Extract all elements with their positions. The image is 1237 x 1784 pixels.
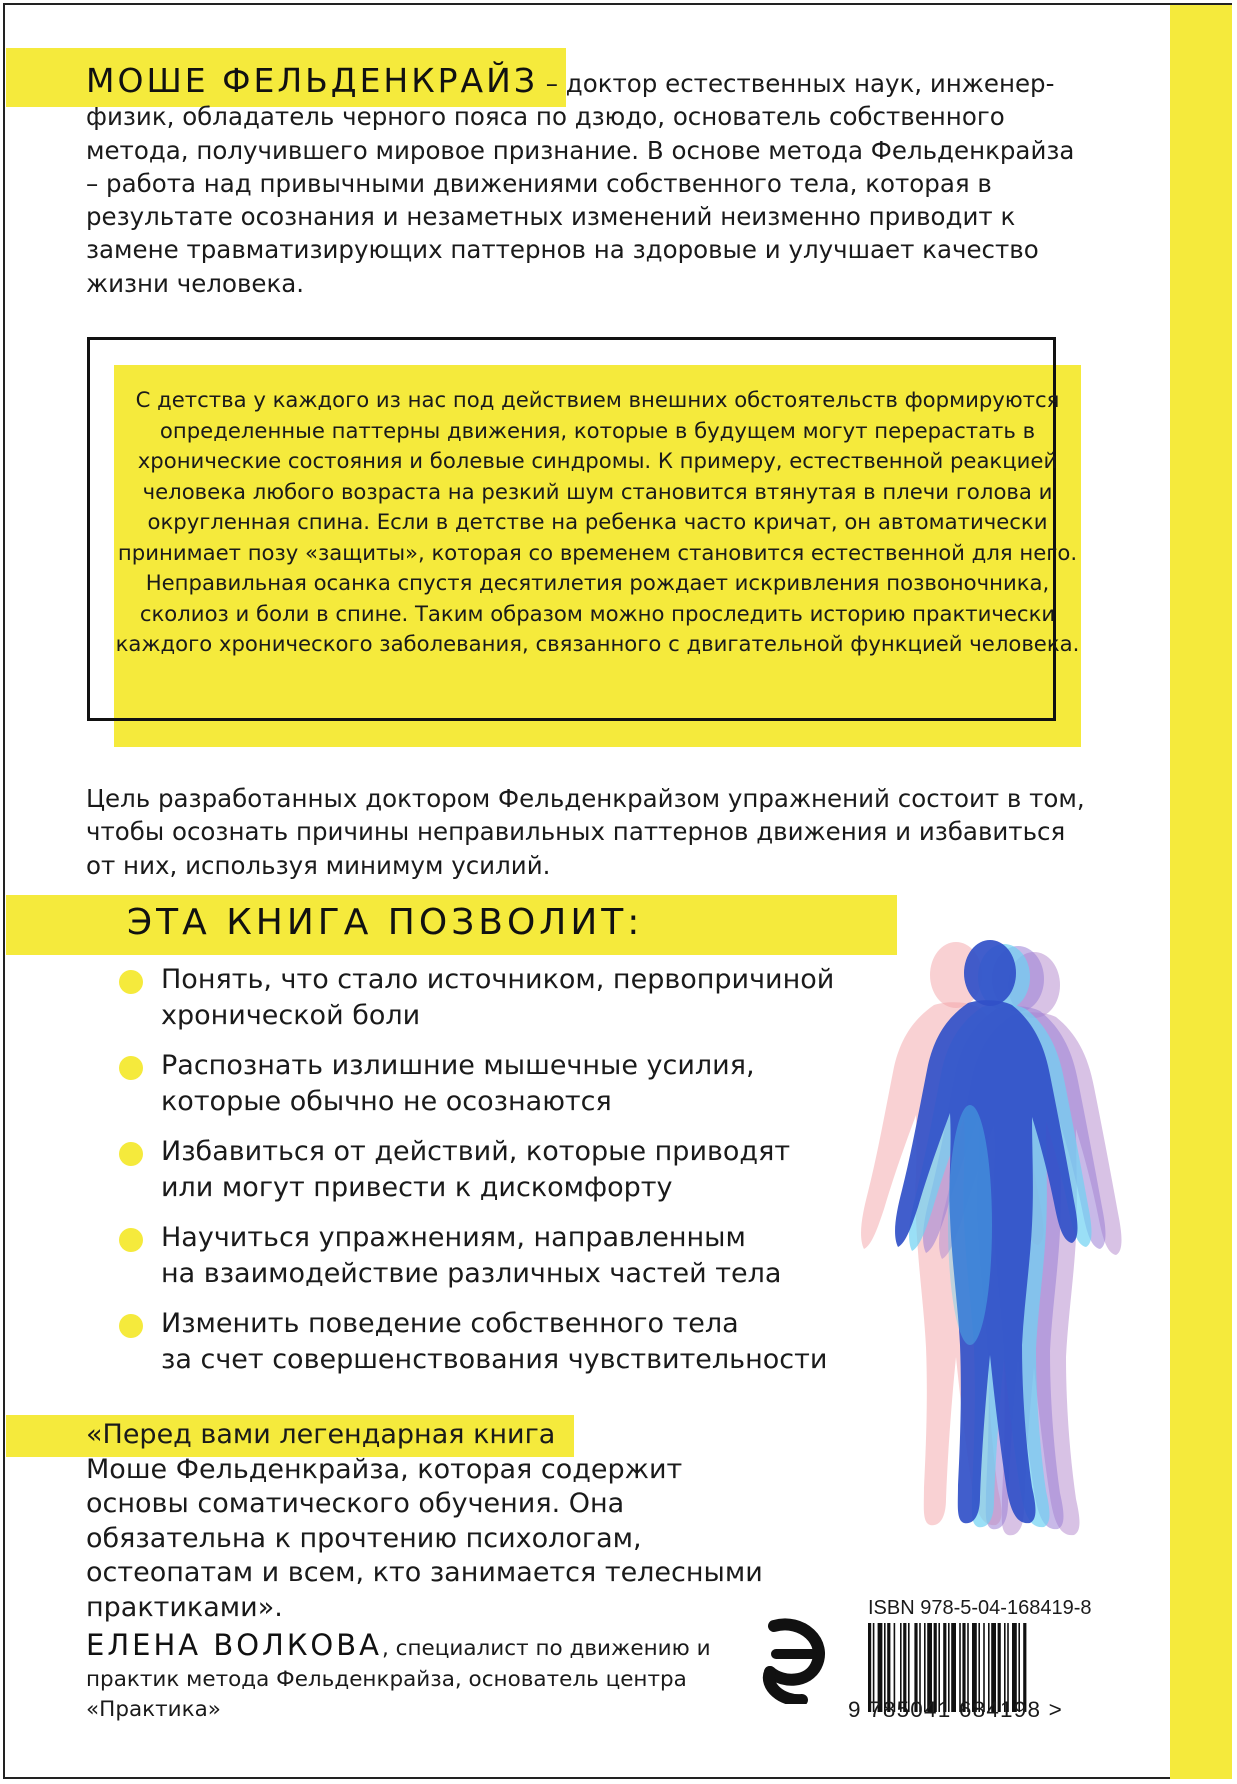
list-item (116, 1220, 856, 1306)
list-item (116, 1048, 856, 1134)
bullet-dot-icon (119, 1142, 143, 1166)
reviewer-description: , специалист по движению и практик метода Фельденкрайза, основатель центра «Практика» (86, 1636, 711, 1722)
list-item-line2: хронической боли (161, 1000, 421, 1031)
list-item-line1: Научиться упражнениям, направленным (161, 1222, 746, 1253)
review-lead: «Перед вами легендарная книга (86, 1419, 556, 1450)
list-item (116, 1306, 856, 1392)
list-item-line1: Понять, что стало источником, первопричиной (161, 964, 835, 995)
barcode-digits: 9 785041 684198 > (848, 1697, 1063, 1722)
list-item-line2: которые обычно не осознаются (161, 1086, 612, 1117)
section-title: ЭТА КНИГА ПОЗВОЛИТ: (127, 902, 644, 943)
list-item-line1: Изменить поведение собственного тела (161, 1308, 739, 1339)
goal-paragraph: Цель разработанных доктором Фельденкрайзом упражнений состоит в том, чтобы осознать причины неправильных паттернов движения и избавиться от них, используя минимум усилий. (86, 784, 1085, 880)
review-quote (86, 1418, 786, 1625)
right-yellow-stripe (1170, 5, 1232, 1779)
reviewer-name: ЕЛЕНА ВОЛКОВА (86, 1628, 382, 1662)
list-item (116, 1134, 856, 1220)
walking-figure-illustration (840, 925, 1140, 1555)
list-item-line2: на взаимодействие различных частей тела (161, 1258, 782, 1289)
eksmo-logo (762, 1614, 830, 1704)
review-credit (86, 1630, 786, 1726)
author-name: МОШЕ ФЕЛЬДЕНКРАЙЗ (86, 61, 538, 100)
benefits-list (116, 962, 856, 1392)
list-item-line1: Распознать излишние мышечные усилия, (161, 1050, 755, 1081)
list-item (116, 962, 856, 1048)
list-item-line1: Избавиться от действий, которые приводят (161, 1136, 791, 1167)
quote-box-text: С детства у каждого из нас под действием внешних обстоятельств формируются определенные паттерны движения, которые в будущем могут перерастать в хронические состояния и болевые синдромы. К примеру, естественной реакцией человека любого возраста на резкий шум становится втянутая в плечи голова и округленная спина. Если в детстве на ребенка часто кричат, он автоматически принимает позу «защиты», которая со временем становится естественной для него. Неправильная осанка спустя десятилетия рождает искривления позвоночника, сколиоз и боли в спине. Таким образом можно проследить историю практически каждого хронического заболевания, связанного с двигательной функцией человека. (115, 387, 1080, 656)
list-item-line2: или могут привести к дискомфорту (161, 1172, 673, 1203)
review-rest: Моше Фельденкрайза, которая содержит основы соматического обучения. Она обязательна к прочтению психологам, остеопатам и всем, кто занимается телесными практиками». (86, 1453, 763, 1623)
bullet-dot-icon (119, 1056, 143, 1080)
bullet-dot-icon (119, 1228, 143, 1252)
bullet-dot-icon (119, 970, 143, 994)
author-bio-text: – доктор естественных наук, инженер-физик, обладатель черного пояса по дзюдо, основатель собственного метода, получившего мировое признание. В основе метода Фельденкрайза – работа над привычными движениями собственного тела, которая в результате осознания и незаметных изменений неизменно приводит к замене травматизирующих паттернов на здоровые и улучшает качество жизни человека. (86, 69, 1075, 298)
author-bio (86, 61, 1086, 300)
list-item-line2: за счет совершенствования чувствительности (161, 1344, 828, 1375)
isbn-label: ISBN 978-5-04-168419-8 (868, 1597, 1092, 1619)
bullet-dot-icon (119, 1314, 143, 1338)
